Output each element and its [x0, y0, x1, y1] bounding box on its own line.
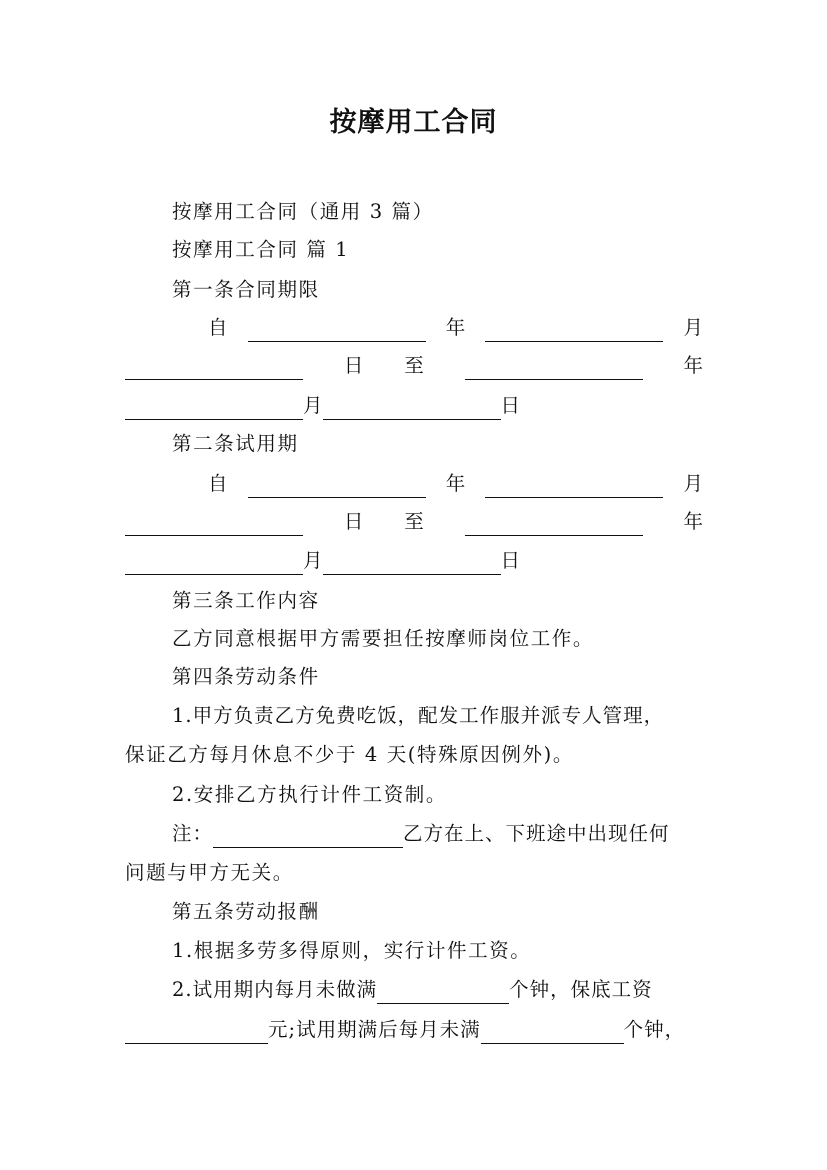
item-2-tail: 个钟，	[623, 1018, 686, 1041]
day-word: 日	[343, 510, 364, 533]
start-month-blank[interactable]	[485, 319, 663, 342]
article-4-item-1: 1.甲方负责乙方免费吃饭，配发工作服并派专人管理，	[172, 704, 665, 727]
article-5-item-2	[172, 976, 703, 1004]
probation-end-day-blank[interactable]	[323, 552, 501, 575]
article-5-item-2-cont	[125, 1016, 703, 1044]
article-5-heading: 第五条劳动报酬	[172, 900, 320, 923]
from-word: 自	[208, 472, 228, 495]
end-year-blank[interactable]	[465, 357, 643, 380]
year-word: 年	[445, 472, 466, 495]
article-4-item-2: 2.安排乙方执行计件工资制。	[172, 783, 448, 806]
month-word: 月	[683, 472, 703, 495]
probation-period-line-2	[125, 508, 703, 536]
year-word: 年	[683, 510, 703, 533]
month-word: 月	[303, 394, 323, 417]
end-month-blank[interactable]	[125, 397, 303, 420]
probation-start-month-blank[interactable]	[485, 475, 663, 498]
post-probation-count-blank[interactable]	[481, 1021, 624, 1044]
note-label: 注：	[172, 822, 214, 845]
article-1-heading: 第一条合同期限	[172, 278, 320, 301]
item-2-start: 2.试用期内每月未做满	[172, 978, 378, 1001]
day-word: 日	[500, 394, 521, 417]
article-5-item-1: 1.根据多劳多得原则，实行计件工资。	[172, 939, 532, 962]
document-title: 按摩用工合同	[329, 107, 498, 138]
base-wage-blank[interactable]	[125, 1021, 268, 1044]
day-word: 日	[343, 354, 364, 377]
probation-start-day-blank[interactable]	[125, 513, 303, 536]
day-word: 日	[500, 549, 521, 572]
article-2-heading: 第二条试用期	[172, 432, 299, 455]
contract-period-line-3	[125, 392, 703, 420]
from-word: 自	[208, 316, 228, 339]
probation-start-year-blank[interactable]	[248, 475, 426, 498]
article-4-item-1-cont: 保证乙方每月休息不少于 4 天(特殊原因例外)。	[125, 743, 574, 766]
note-blank[interactable]	[213, 825, 403, 848]
start-year-blank[interactable]	[248, 319, 426, 342]
to-word: 至	[404, 354, 424, 377]
article-4-heading: 第四条劳动条件	[172, 665, 320, 688]
probation-end-month-blank[interactable]	[125, 552, 303, 575]
note-line	[172, 820, 703, 848]
probation-period-line-3	[125, 547, 703, 575]
end-day-blank[interactable]	[323, 397, 501, 420]
note-line-cont: 问题与甲方无关。	[125, 861, 294, 884]
probation-period-line-1	[208, 470, 703, 498]
month-word: 月	[303, 549, 323, 572]
probation-count-blank[interactable]	[377, 981, 509, 1004]
article-3-text: 乙方同意根据甲方需要担任按摩师岗位工作。	[172, 627, 595, 650]
probation-end-year-blank[interactable]	[465, 513, 643, 536]
year-word: 年	[683, 354, 703, 377]
start-day-blank[interactable]	[125, 357, 303, 380]
chapter-heading: 按摩用工合同 篇 1	[172, 238, 350, 261]
item-2-end: 个钟，保底工资	[509, 978, 653, 1001]
to-word: 至	[404, 510, 424, 533]
contract-period-line-2	[125, 352, 703, 380]
item-2-mid: 元;试用期满后每月未满	[268, 1018, 481, 1041]
note-tail: 乙方在上、下班途中出现任何	[403, 822, 670, 845]
subtitle: 按摩用工合同（通用 3 篇）	[172, 200, 434, 223]
year-word: 年	[445, 316, 466, 339]
month-word: 月	[683, 316, 703, 339]
article-3-heading: 第三条工作内容	[172, 589, 320, 612]
contract-period-line-1	[208, 314, 703, 342]
